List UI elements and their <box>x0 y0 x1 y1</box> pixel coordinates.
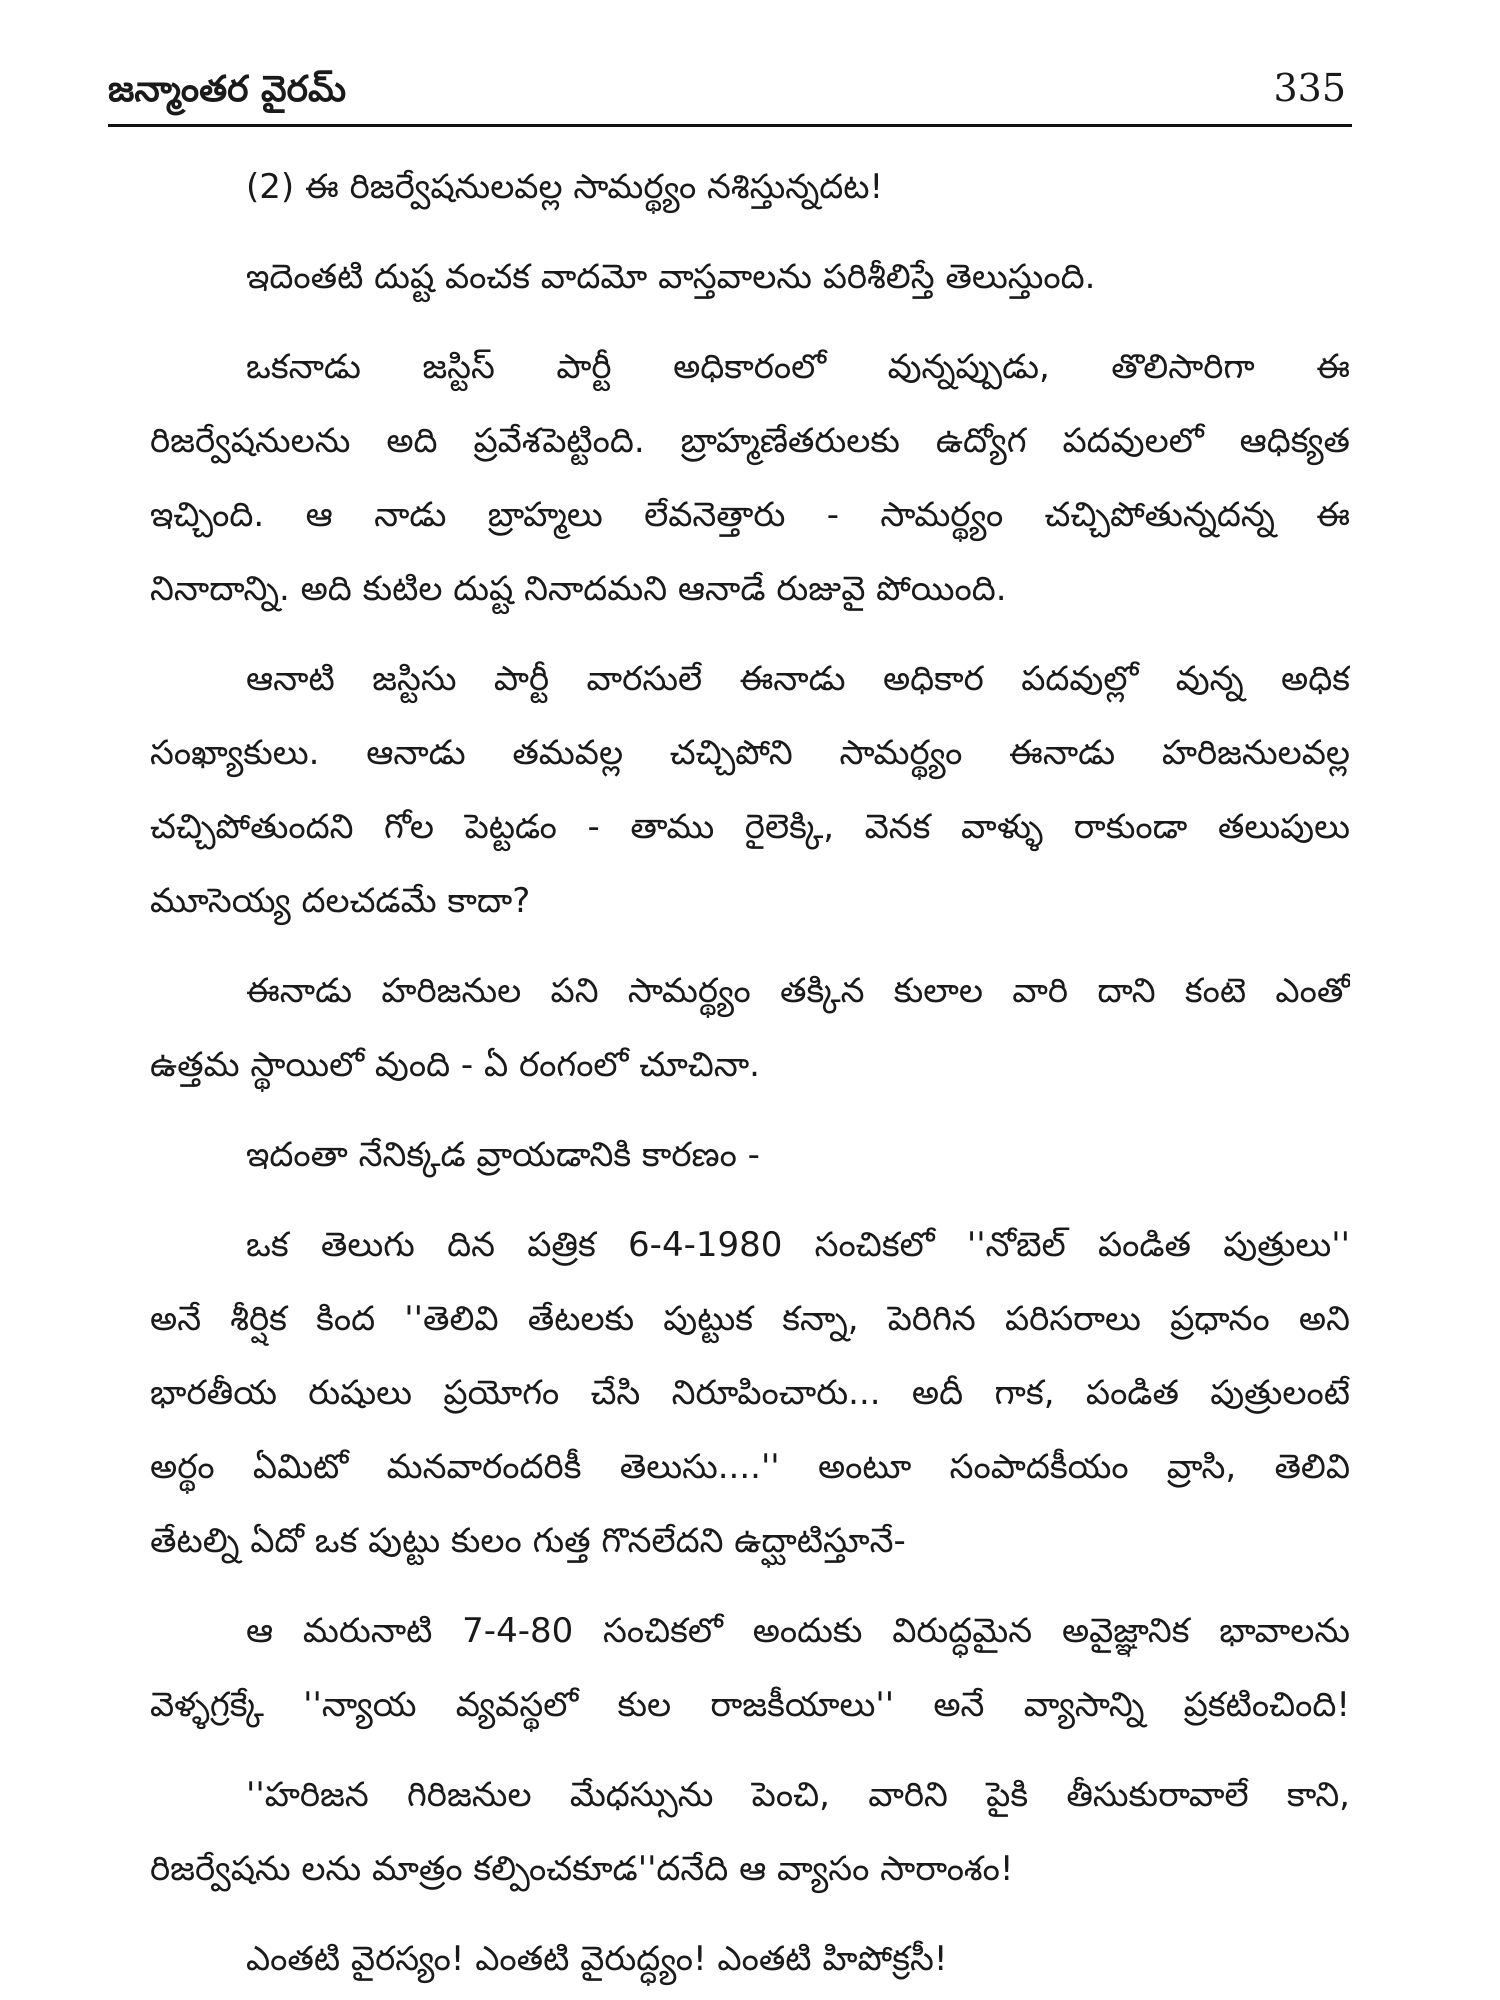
paragraph-line: ఇదెంతటి దుష్ట వంచక వాదమో వాస్తవాలను పరిశీలిస్తే తెలుస్తుంది. <box>246 257 1096 297</box>
paragraph-line: అర్థం ఏమిటో మనవారందరికీ తెలుసు....'' అంటూ సంపాదకీయం వ్రాసి, తెలివి <box>150 1447 1350 1487</box>
paragraph-line: అనే శీర్షిక కింద ''తెలివి తేటలకు పుట్టుక కన్నా, పెరిగిన పరిసరాలు ప్రధానం అని <box>150 1299 1350 1339</box>
paragraph-line: ఇచ్చింది. ఆ నాడు బ్రాహ్మలు లేవనెత్తారు - సామర్థ్యం చచ్చిపోతున్నదన్న ఈ <box>150 495 1350 535</box>
paragraph-line: ఒక తెలుగు దిన పత్రిక 6-4-1980 సంచికలో ''నోబెల్ పండిత పుత్రులు'' <box>246 1225 1350 1265</box>
paragraph-line: నినాదాన్ని. అది కుటిల దుష్ట నినాదమని ఆనాడే రుజువై పోయింది. <box>150 569 1007 609</box>
paragraph-line: వెళ్ళగ్రక్కే ''న్యాయ వ్యవస్థలో కుల రాజకీయాలు'' అనే వ్యాసాన్ని ప్రకటించింది! <box>150 1685 1350 1725</box>
paragraph-line: రిజర్వేషను లను మాత్రం కల్పించకూడ''దనేది ఆ వ్యాసం సారాంశం! <box>150 1849 1014 1889</box>
paragraph-line: సంఖ్యాకులు. ఆనాడు తమవల్ల చచ్చిపోని సామర్థ్యం ఈనాడు హరిజనులవల్ల <box>150 733 1350 773</box>
paragraph-line: (2) ఈ రిజర్వేషనులవల్ల సామర్థ్యం నశిస్తున్నదట! <box>246 167 884 207</box>
paragraph-line: ఈనాడు హరిజనుల పని సామర్థ్యం తక్కిన కులాల వారి దాని కంటె ఎంతో <box>246 971 1350 1011</box>
page-number: 335 <box>1273 66 1346 110</box>
paragraph-line: రిజర్వేషనులను అది ప్రవేశపెట్టింది. బ్రాహ్మణేతరులకు ఉద్యోగ పదవులలో ఆధిక్యత <box>150 421 1350 461</box>
body-text <box>150 150 1350 1996</box>
paragraph-line: ఎంతటి వైరస్యం! ఎంతటి వైరుద్ధ్యం! ఎంతటి హిపోక్రసీ! <box>246 1939 948 1979</box>
paragraph-line: ఆనాటి జస్టిసు పార్టీ వారసులే ఈనాడు అధికార పదవుల్లో వున్న అధిక <box>246 659 1350 699</box>
paragraph-line: ఒకనాడు జస్టిస్ పార్టీ అధికారంలో వున్నప్పుడు, తొలిసారిగా ఈ <box>246 347 1350 387</box>
paragraph-line: ''హరిజన గిరిజనుల మేధస్సును పెంచి, వారిని పైకి తీసుకురావాలే కాని, <box>246 1775 1350 1815</box>
paragraph-line: చచ్చిపోతుందని గోల పెట్టడం - తాము రైలెక్కి, వెనక వాళ్ళు రాకుండా తలుపులు <box>150 807 1350 847</box>
paragraph-line: ఇదంతా నేనిక్కడ వ్రాయడానికి కారణం - <box>246 1135 760 1175</box>
paragraph-line: భారతీయ రుషులు ప్రయోగం చేసి నిరూపించారు... అదీ గాక, పండిత పుత్రులంటే <box>150 1373 1350 1413</box>
running-title: జన్మాంతర వైరమ్ <box>108 69 347 110</box>
paragraph-line: ఉత్తమ స్థాయిలో వుంది - ఏ రంగంలో చూచినా. <box>150 1045 760 1085</box>
paragraph-line: మూసెయ్య దలచడమే కాదా? <box>150 881 531 921</box>
paragraph-line: ఆ మరునాటి 7-4-80 సంచికలో అందుకు విరుద్ధమైన అవైజ్ఞానిక భావాలను <box>246 1611 1350 1651</box>
running-header <box>108 62 1352 127</box>
paragraph-line: తేటల్ని ఏదో ఒక పుట్టు కులం గుత్త గొనలేదని ఉద్ఘాటిస్తూనే- <box>150 1521 906 1561</box>
